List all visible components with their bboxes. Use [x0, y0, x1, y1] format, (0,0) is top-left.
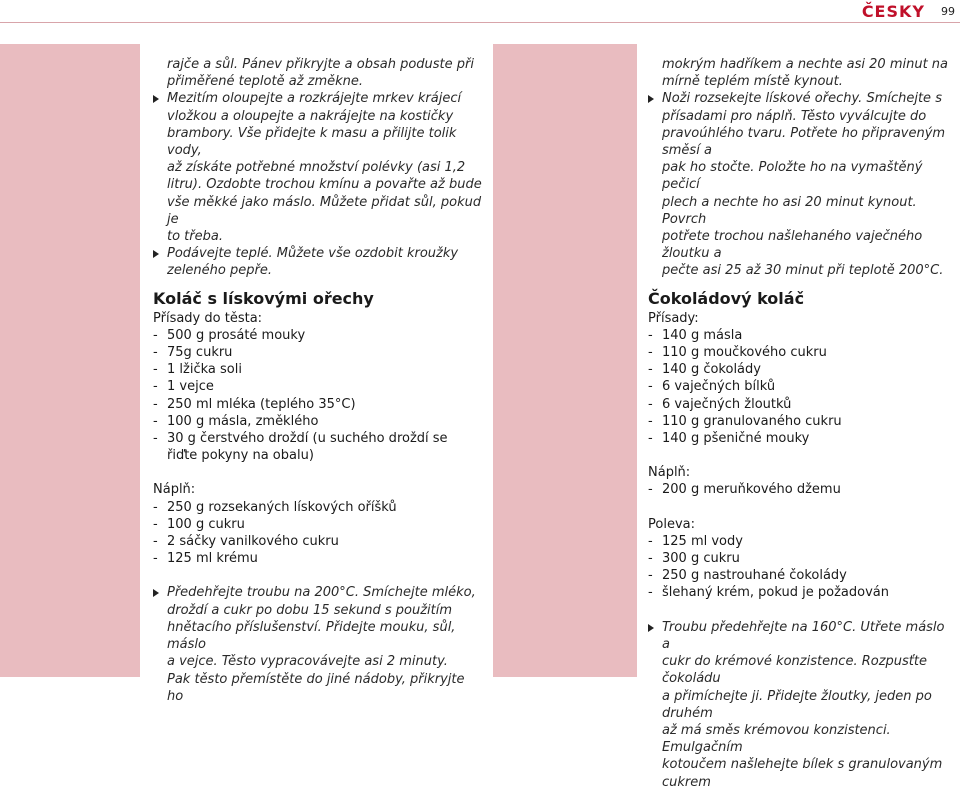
- text-line: vše měkké jako máslo. Můžete přidat sůl, pokud je: [167, 194, 482, 227]
- instruction-step: [153, 245, 483, 279]
- text-line: Pak těsto přemístěte do jiné nádoby, přikryjte ho: [167, 671, 465, 704]
- instruction-step: [648, 90, 956, 279]
- ingredient-item: - 110 g moučkového cukru: [648, 344, 956, 361]
- ingredient-item: - 1 lžička soli: [153, 361, 483, 378]
- left-column: [153, 56, 483, 705]
- ingredient-item: - 2 sáčky vanilkového cukru: [153, 533, 483, 550]
- page-number: 99: [941, 5, 955, 18]
- text-line: - 30 g čerstvého droždí (u suchého droždí se: [167, 431, 448, 447]
- text-line: Troubu předehřejte na 160°C. Utřete máslo a: [662, 619, 945, 652]
- text-line: vložkou a oloupejte a nakrájejte na kostičky: [167, 108, 454, 124]
- text-line: cukr do krémové konzistence. Rozpusťte čokoládu: [662, 654, 927, 687]
- text-line: přiměřené teplotě až změkne.: [167, 74, 364, 90]
- ingredient-item: - 125 ml krému: [153, 550, 483, 567]
- ingredient-item: - šlehaný krém, pokud je požadován: [648, 584, 956, 601]
- continued-paragraph: [648, 56, 956, 90]
- text-line: litru). Ozdobte trochou kmínu a povařte až bude: [167, 177, 482, 193]
- recipe-title: Čokoládový koláč: [648, 288, 805, 308]
- text-line: mírně teplém místě kynout.: [662, 74, 843, 90]
- ingredients-label: Přísady do těsta:: [153, 310, 263, 326]
- text-line: to třeba.: [167, 229, 223, 245]
- ingredient-item: - 140 g čokolády: [648, 361, 956, 378]
- header-rule: [0, 22, 960, 23]
- ingredient-item: - 300 g cukru: [648, 550, 956, 567]
- text-line: pak ho stočte. Položte ho na vymaštěný pečicí: [662, 160, 923, 193]
- text-line: řiďte pokyny na obalu): [167, 448, 314, 464]
- ingredient-item: - 110 g granulovaného cukru: [648, 413, 956, 430]
- ingredient-item: - 140 g másla: [648, 327, 956, 344]
- text-line: brambory. Vše přidejte k masu a přilijte tolik vody,: [167, 125, 457, 159]
- text-line: Mezitím oloupejte a rozkrájejte mrkev krájecí: [167, 91, 462, 107]
- filling-label: Náplň:: [153, 482, 196, 498]
- text-line: a přimíchejte ji. Přidejte žloutky, jeden po druhém: [662, 688, 932, 721]
- ingredient-item: - 6 vaječných bílků: [648, 378, 956, 395]
- text-line: Podávejte teplé. Můžete vše ozdobit kroužky: [167, 246, 459, 262]
- decorative-band-middle: [493, 44, 637, 677]
- text-line: hnětacího příslušenství. Přidejte mouku, sůl, máslo: [167, 619, 456, 653]
- continued-paragraph: [153, 56, 483, 90]
- text-line: přísadami pro náplň. Těsto vyválcujte do: [662, 108, 927, 124]
- ingredient-item: - 100 g cukru: [153, 516, 483, 533]
- text-line: Předehřejte troubu na 200°C. Smíchejte mléko,: [167, 585, 476, 601]
- text-line: mokrým hadříkem a nechte asi 20 minut na: [662, 57, 949, 72]
- text-line: a vejce. Těsto vypracovávejte asi 2 minuty.: [167, 654, 448, 670]
- recipe-title: Koláč s lískovými ořechy: [153, 288, 374, 308]
- ingredient-item: - 250 ml mléka (teplého 35°C): [153, 396, 483, 413]
- glaze-label: Poleva:: [648, 516, 695, 532]
- text-line: kotoučem našlehejte bílek s granulovaným cukrem: [662, 757, 943, 790]
- ingredient-item: - 250 g nastrouhané čokolády: [648, 567, 956, 584]
- ingredient-item: - 125 ml vody: [648, 533, 956, 550]
- ingredient-item: - 250 g rozsekaných lískových oříšků: [153, 499, 483, 516]
- ingredient-item: [153, 430, 483, 464]
- text-line: pravoúhlého tvaru. Potřete ho připraveným směsí a: [662, 125, 946, 159]
- instruction-step: [153, 90, 483, 245]
- text-line: potřete trochou našlehaného vaječného žloutku a: [662, 229, 923, 262]
- ingredient-item: - 6 vaječných žloutků: [648, 396, 956, 413]
- instruction-step: [153, 584, 483, 704]
- right-column: [648, 56, 956, 791]
- text-line: plech a nechte ho asi 20 minut kynout. Povrch: [662, 194, 917, 227]
- instruction-step: [648, 619, 956, 791]
- ingredient-item: - 75g cukru: [153, 344, 483, 361]
- ingredient-item: - 1 vejce: [153, 378, 483, 395]
- ingredient-item: - 100 g másla, změklého: [153, 413, 483, 430]
- text-line: zeleného pepře.: [167, 263, 272, 279]
- text-line: droždí a cukr po dobu 15 sekund s použitím: [167, 602, 453, 618]
- text-line: až má směs krémovou konzistenci. Emulgačním: [662, 722, 891, 756]
- decorative-band-left: [0, 44, 140, 677]
- text-line: rajče a sůl. Pánev přikryjte a obsah poduste při: [167, 57, 474, 72]
- text-line: až získáte potřebné množství polévky (asi 1,2: [167, 160, 466, 176]
- text-line: Noži rozsekejte lískové ořechy. Smíchejte s: [662, 91, 942, 107]
- ingredient-item: - 500 g prosáté mouky: [153, 327, 483, 344]
- ingredients-label: Přísady:: [648, 310, 699, 326]
- text-line: pečte asi 25 až 30 minut při teplotě 200°C.: [662, 263, 944, 279]
- ingredient-item: - 140 g pšeničné mouky: [648, 430, 956, 447]
- ingredient-item: - 200 g meruňkového džemu: [648, 481, 956, 498]
- filling-label: Náplň:: [648, 465, 691, 481]
- language-label: ČESKY: [861, 2, 925, 21]
